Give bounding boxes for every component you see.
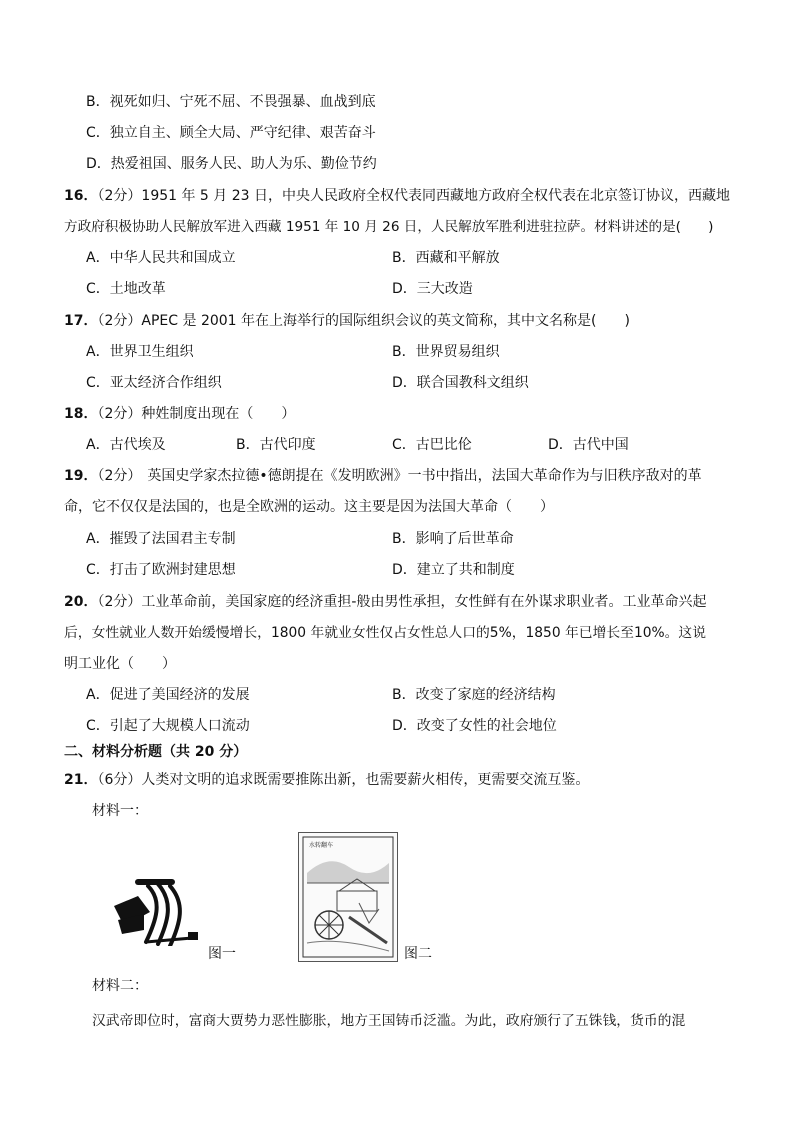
q20-option-a: A．促进了美国经济的发展 — [86, 687, 250, 703]
q17-score: （2分） — [97, 313, 142, 329]
q16-stem-line2: 方政府积极协助人民解放军进入西藏 1951 年 10 月 26 日，人民解放军胜利进驻拉萨。材料讲述的是( ) — [64, 219, 714, 235]
q21-number: 21． — [64, 772, 98, 788]
q21-material1-label: 材料一： — [92, 803, 148, 819]
q19-option-c: C．打击了欧洲封建思想 — [86, 562, 236, 578]
q21-text: 人类对文明的追求既需要推陈出新，也需要薪火相传，更需要交流互鉴。 — [141, 772, 590, 788]
q18-option-a: A．古代埃及 — [86, 437, 166, 453]
figure2-woodcut — [298, 832, 398, 962]
q18-number: 18． — [64, 406, 98, 422]
q17-option-d: D．联合国教科文组织 — [392, 375, 529, 391]
q21-stem — [64, 770, 589, 790]
q18-option-b: B．古代印度 — [236, 437, 316, 453]
q19-stem-line1 — [64, 466, 702, 486]
q21-score: （6分） — [97, 772, 142, 788]
q20-option-c: C．引起了大规模人口流动 — [86, 718, 250, 734]
q16-option-b: B．西藏和平解放 — [392, 250, 500, 266]
q18-option-d: D．古代中国 — [548, 437, 629, 453]
q20-text: 工业革命前，美国家庭的经济重担-般由男性承担，女性鲜有在外谋求职业者。工业革命兴起 — [141, 594, 707, 610]
q16-option-d: D．三大改造 — [392, 281, 473, 297]
q17-option-a: A．世界卫生组织 — [86, 344, 194, 360]
q15-option-d: D．热爱祖国、服务人民、助人为乐、勤俭节约 — [86, 156, 377, 172]
figure2-illustration — [299, 833, 397, 961]
q21-material2-label: 材料二： — [92, 978, 148, 994]
q16-number: 16． — [64, 188, 98, 204]
q19-option-b: B．影响了后世革命 — [392, 531, 514, 547]
q20-option-d: D．改变了女性的社会地位 — [392, 718, 557, 734]
q15-option-c: C．独立自主、顾全大局、严守纪律、艰苦奋斗 — [86, 125, 376, 141]
q19-option-a: A．摧毁了法国君主专制 — [86, 531, 236, 547]
figure2-title: 水转翻车 — [309, 842, 334, 849]
q18-stem — [64, 404, 295, 424]
q20-option-b: B．改变了家庭的经济结构 — [392, 687, 556, 703]
q20-stem-line1 — [64, 592, 706, 612]
q15-option-b: B．视死如归、宁死不屈、不畏强暴、血战到底 — [86, 94, 376, 110]
q17-number: 17． — [64, 313, 98, 329]
figure2-caption: 图二 — [404, 946, 432, 962]
q20-score: （2分） — [97, 594, 142, 610]
q18-text: 种姓制度出现在（ ） — [141, 406, 296, 422]
q20-number: 20． — [64, 594, 98, 610]
q19-stem-line2: 命，它不仅仅是法国的，也是全欧洲的运动。这主要是因为法国大革命（ ） — [64, 499, 554, 515]
q17-text: APEC 是 2001 年在上海举行的国际组织会议的英文简称，其中文名称是( ) — [141, 313, 630, 329]
q18-score: （2分） — [97, 406, 142, 422]
q18-option-c: C．古巴比伦 — [392, 437, 472, 453]
q20-stem-line3: 明工业化（ ） — [64, 656, 176, 672]
q19-text: 英国史学家杰拉德•德朗提在《发明欧洲》一书中指出，法国大革命作为与旧秩序敌对的革 — [147, 468, 702, 484]
q21-material2-text: 汉武帝即位时，富商大贾势力恶性膨胀，地方王国铸币泛滥。为此，政府颁行了五铢钱，货币的混 — [92, 1013, 686, 1029]
q16-score: （2分） — [97, 188, 142, 204]
q17-option-b: B．世界贸易组织 — [392, 344, 500, 360]
q20-stem-line2: 后，女性就业人数开始缓慢增长，1800 年就业女性仅占女性总人口的5%，1850 年已增长至10%。这说 — [64, 625, 707, 641]
q16-option-c: C．土地改革 — [86, 281, 166, 297]
q16-text: 1951 年 5 月 23 日，中央人民政府全权代表同西藏地方政府全权代表在北京签订协议，西藏地 — [141, 188, 731, 204]
q19-score: （2分） — [97, 468, 142, 484]
q17-option-c: C．亚太经济合作组织 — [86, 375, 222, 391]
q19-number: 19． — [64, 468, 98, 484]
q16-stem-line1 — [64, 186, 730, 206]
section-2-heading: 二、材料分析题（共 20 分） — [64, 744, 248, 760]
q16-option-a: A．中华人民共和国成立 — [86, 250, 236, 266]
q19-option-d: D．建立了共和制度 — [392, 562, 515, 578]
figure1-farming-tool — [108, 876, 202, 946]
q17-stem — [64, 311, 630, 331]
figure1-caption: 图一 — [208, 946, 236, 962]
